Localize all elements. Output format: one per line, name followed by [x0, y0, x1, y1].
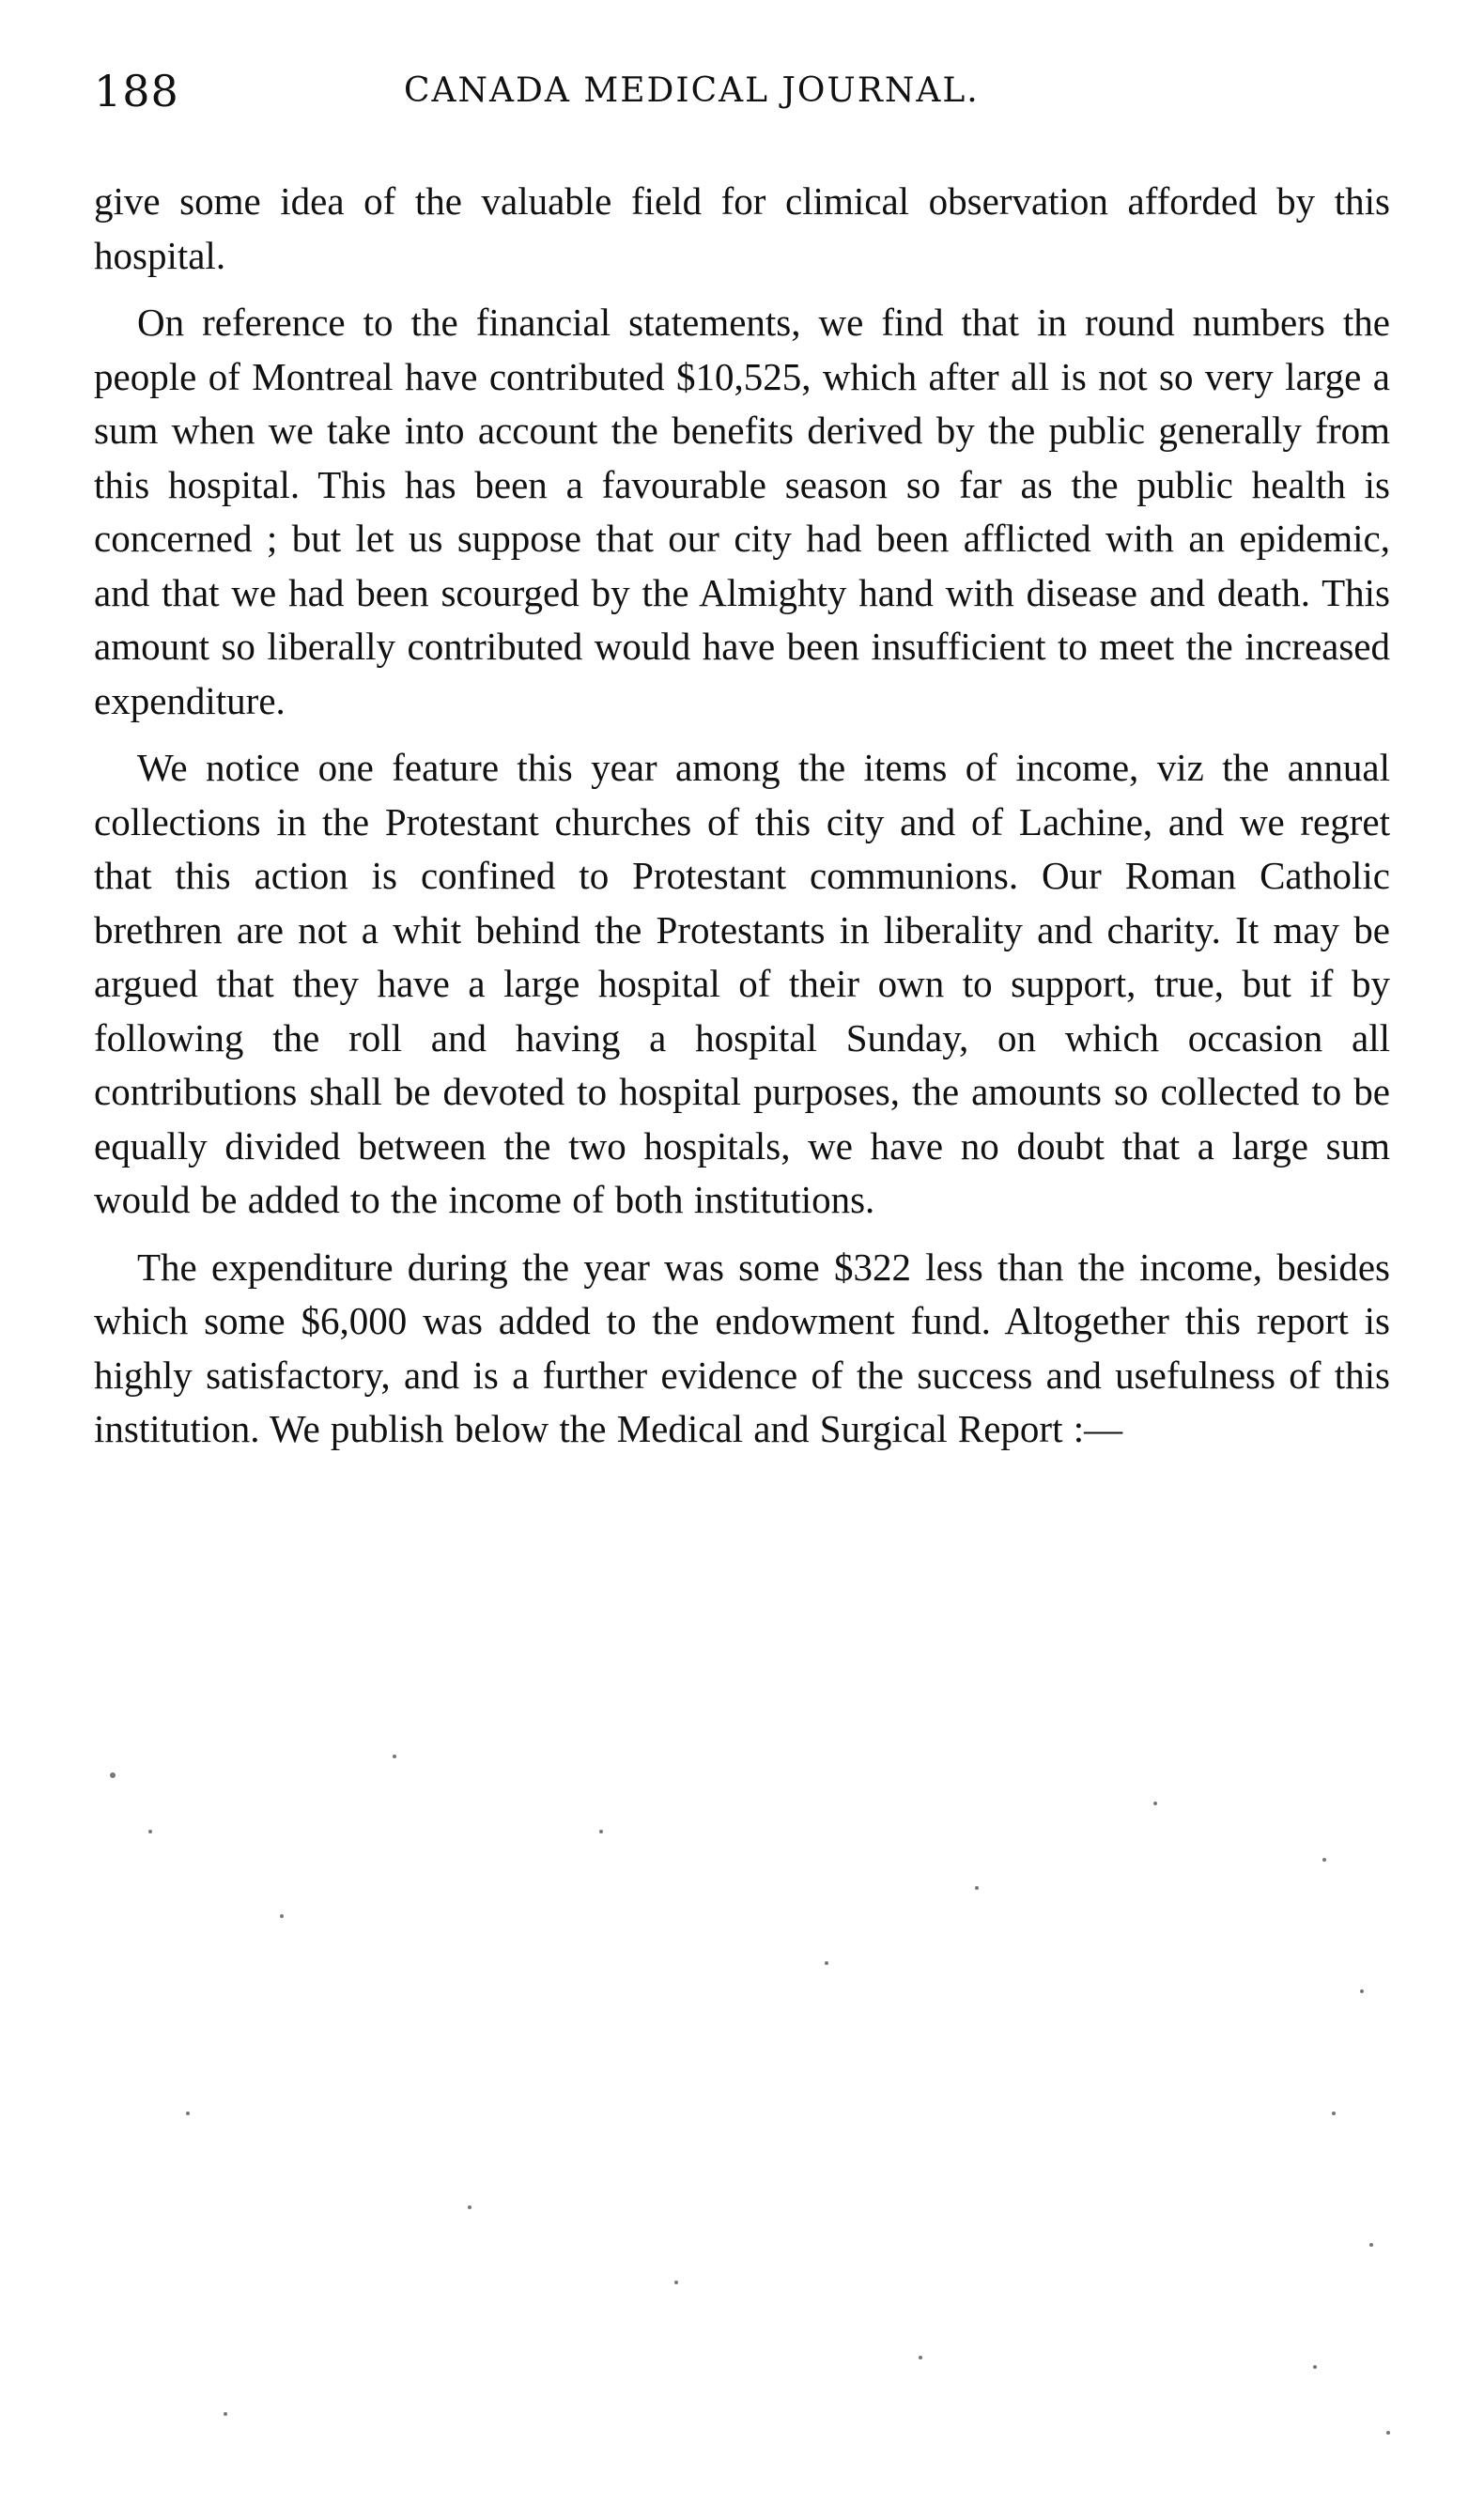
running-head [94, 66, 1390, 131]
journal-page [94, 66, 1390, 1470]
paragraph-collections: We notice one feature this year among the items of income, viz the annual collections in the Protestant churches of this city and of Lachine, and we regret that this action is confined to Protestant communions. Our Roman Catholic brethren are not a whit behind the Protestants in liberality and charity. It may be argued that they have a large hospital of their own to support, true, but if by following the roll and having a hospital Sunday, on which occasion all contributions shall be devoted to hospital purposes, the amounts so collected to be equally divided between the two hospitals, we have no doubt that a large sum would be added to the income of both institutions. [94, 746, 1390, 1221]
journal-title: CANADA MEDICAL JOURNAL. [404, 71, 980, 110]
page-number: 188 [94, 66, 179, 116]
paragraph-financial-statements: On reference to the financial statements, we find that in round numbers the people of Montreal have contributed $10,525, which after all is not so very large a sum when we take into account the benefits derived by the public generally from this hospital. This has been a favourable season so far as the public health is concerned ; but let us suppose that our city had been afflicted with an epidemic, and that we had been scourged by the Almighty hand with disease and death. This amount so liberally contributed would have been insufficient to meet the increased expenditure. [94, 301, 1390, 722]
paragraph-expenditure: The expenditure during the year was some $322 less than the income, besides which some $6,000 was added to the endowment fund. Altogether this report is highly satisfactory, and is a further evidence of the success and usefulness of this institution. We publish below the Medical and Surgical Report :— [94, 1245, 1390, 1450]
paragraph-continuation: give some idea of the valuable field for climical observation afforded by this hospital. [94, 179, 1390, 277]
article-body [94, 175, 1390, 1457]
scan-speckle-decoration [0, 1719, 1484, 2470]
